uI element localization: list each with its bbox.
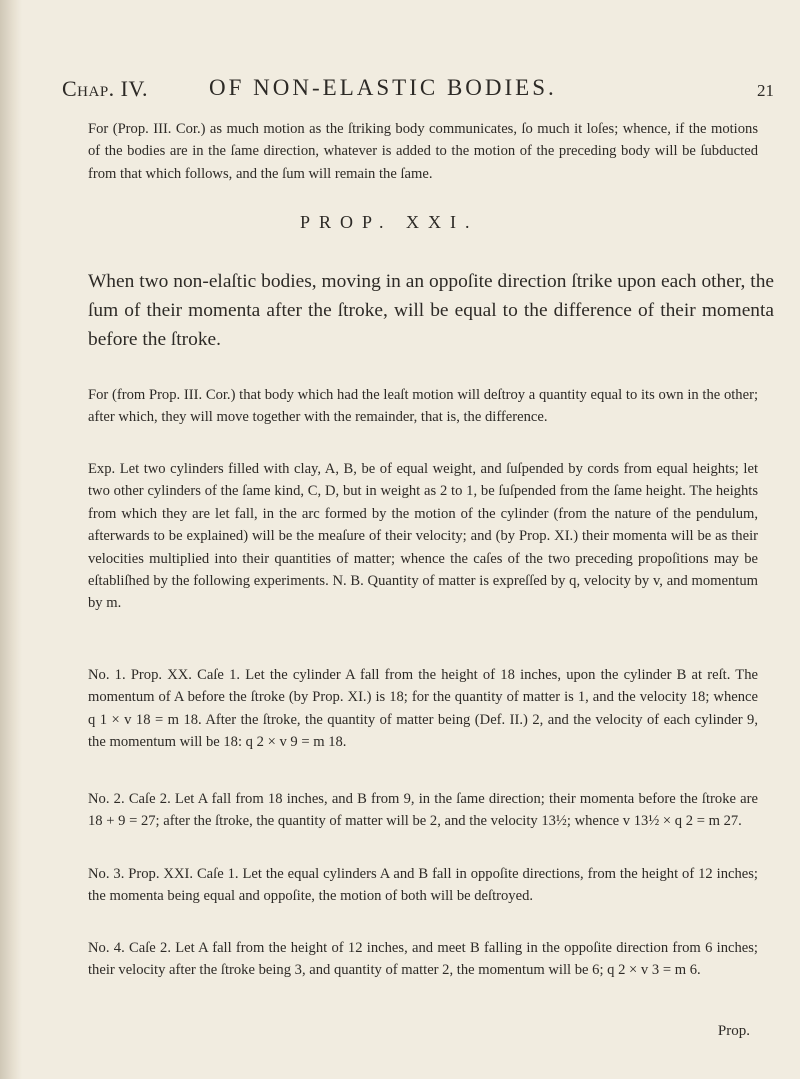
paragraph-cor: For (Prop. III. Cor.) as much motion as the ſtriking body communicates, ſo much it loſes; whence, if the motions of the bodies are in the ſame direction, whatever is added to the motion of the preceding body will be ſubducted from that which follows, and the ſum will remain the ſame. <box>88 121 758 182</box>
page-gutter-shadow <box>0 0 22 1079</box>
chapter-title: OF NON-ELASTIC BODIES. <box>209 75 557 100</box>
paragraph-experiment: Exp. Let two cylinders filled with clay, A, B, be of equal weight, and ſuſpended by cords from equal heights; let two other cylinders of the ſame kind, C, D, but in weight as 2 to 1, be ſuſpended from the ſame height. The heights from which they are let fall, in the arc formed by the motion of the cylinder (from the nature of the pendulum, afterwards to be explained) will be the meaſure of their velocity; and (by Prop. XI.) their momenta will be as their velocities multiplied into their quantities of matter; whence the caſes of the two preceding propoſitions may be eſtabliſhed by the following experiments. N. B. Quantity of matter is expreſſed by q, velocity by v, and momentum by m. <box>88 461 758 612</box>
paragraph-proof: For (from Prop. III. Cor.) that body which had the leaſt motion will deſtroy a quantity equal to its own in the other; after which, they will move together with the remainder, that is, the difference. <box>88 387 758 426</box>
paragraph-case-4: No. 4. Caſe 2. Let A fall from the height of 12 inches, and meet B falling in the oppoſite direction from 6 inches; their velocity after the ſtroke being 3, and quantity of matter 2, the momentum will be 6; q 2 × v 3 = m 6. <box>88 940 758 979</box>
running-header <box>62 76 774 106</box>
proposition-heading: PROP. XXI. <box>300 212 479 232</box>
page-number: 21 <box>757 81 774 100</box>
paragraph-case-1: No. 1. Prop. XX. Caſe 1. Let the cylinder A fall from the height of 18 inches, upon the cylinder B at reſt. The momentum of A before the ſtroke (by Prop. XI.) is 18; for the quantity of matter is 1, and the velocity 18; whence q 1 × v 18 = m 18. After the ſtroke, the quantity of matter being (Def. II.) 2, and the velocity of each cylinder 9, the momentum will be 18: q 2 × v 9 = m 18. <box>88 667 758 751</box>
proposition-statement: When two non-elaſtic bodies, moving in an oppoſite direction ſtrike upon each other, the ſum of their momenta after the ſtroke, will be equal to the difference of their momenta before the ſtroke. <box>88 271 774 350</box>
paragraph-case-3: No. 3. Prop. XXI. Caſe 1. Let the equal cylinders A and B fall in oppoſite directions, from the height of 12 inches; the momenta being equal and oppoſite, the motion of both will be deſtroyed. <box>88 866 758 905</box>
paragraph-case-2: No. 2. Caſe 2. Let A fall from 18 inches, and B from 9, in the ſame direction; their momenta before the ſtroke are 18 + 9 = 27; after the ſtroke, the quantity of matter will be 2, and the velocity 13½; whence v 13½ × q 2 = m 27. <box>88 791 758 830</box>
catchword: Prop. <box>717 1023 750 1039</box>
chapter-label: Chap. IV. <box>62 76 149 101</box>
